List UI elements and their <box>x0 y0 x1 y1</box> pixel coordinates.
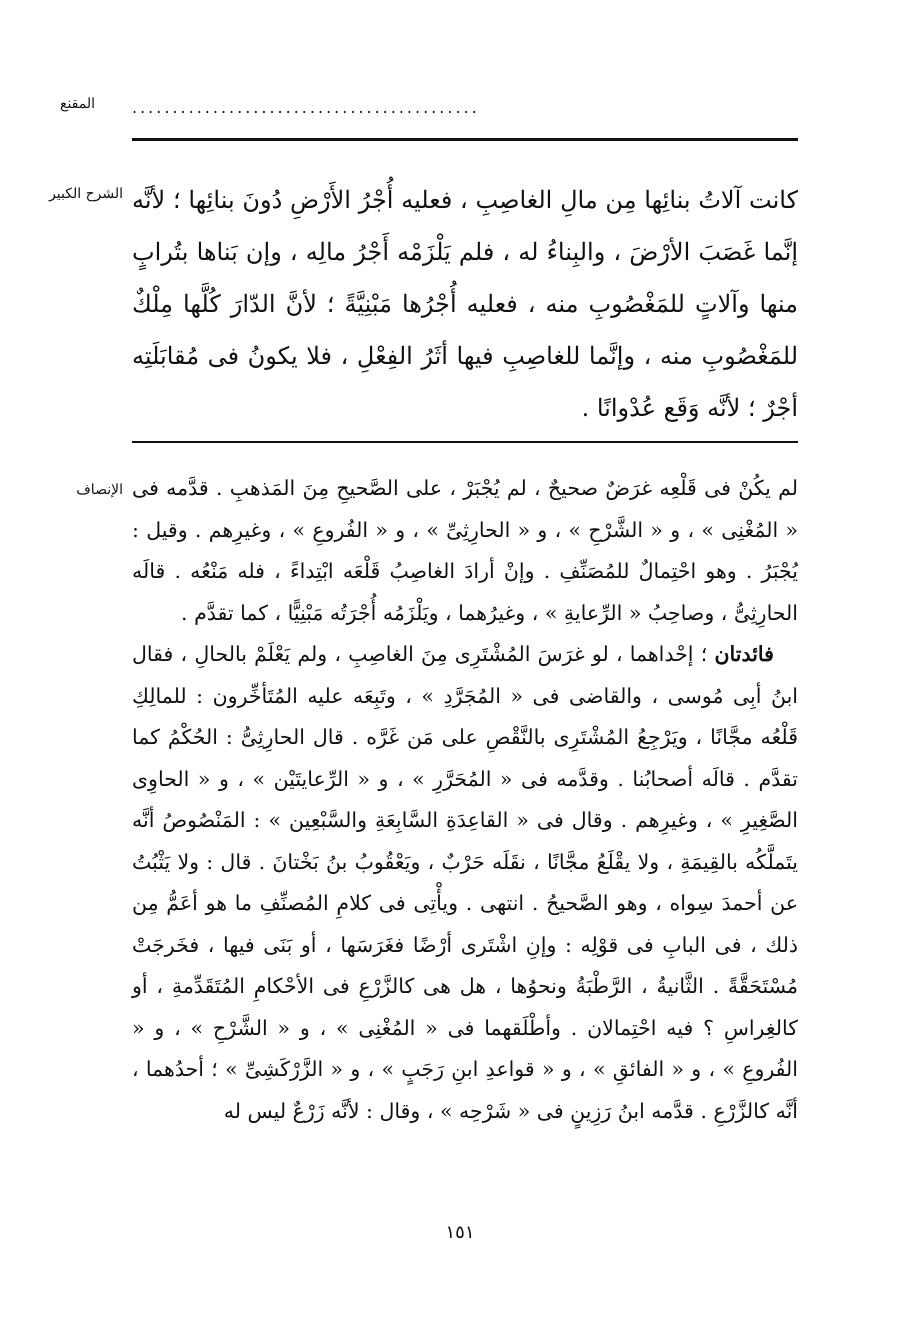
sharh-section-label: الشرح الكبير <box>49 186 123 202</box>
section-divider <box>132 441 798 443</box>
page-number: ١٥١ <box>445 1222 475 1243</box>
insaf-section-label: الإنصاف <box>76 482 123 498</box>
insaf-paragraph-2-text: ؛ إحْداهما ، لو غرَسَ المُشْتَرِى مِنَ الغاصِبِ ، ولم يَعْلَمْ بالحالِ ، فقال ابنُ أبِى مُوسى ، والقاضى فى « المُجَرَّدِ » ، وتَبِعَه عليه المُتَأخِّرون : للمالِكِ قَلْعُه مجَّانًا ، ويَرْجِعُ المُشْتَرِى بالنَّقْصِ على مَن غَرَّه . قال الحارِثِىُّ : الحُكْمُ كما تقدَّم . قالَه أصحابُنا . وقدَّمه فى « المُحَرَّرِ » ، و « الرِّعايتَيْن » ، و « الحاوِى الصَّغِيرِ » ، وغيرِهم . وقال فى « القاعِدَةِ السَّابِعَةِ والسَّبْعِين » : المَنْصُوصُ أنَّه يتَملَّكُه بالقِيمَةِ ، ولا يقْلَعُ مجَّانًا ، نقَلَه حَرْبٌ ، ويَعْقُوبُ بنُ بَخْتانَ . قال : ولا يَثْبُتُ عن أحمدَ سِواه ، وهو الصَّحيحُ . انتهى . ويأْتِى فى كلامِ المُصنِّفِ ما هو أعَمُّ مِن ذلك ، فى البابِ فى قوْلِه : وإنِ اشْتَرى أرْضًا فغَرَسَها ، أو بَنَى فيها ، فخَرجَتْ مُسْتَحَقَّةً . الثَّانيةُ ، الرَّطْبَةُ ونحوُها ، هل هى كالزَّرْعِ فى الأحْكامِ المُتَقَدِّمةِ ، أو كالغِراسِ ؟ فيه احْتِمالان . وأطْلَقهما فى « المُغْنِى » ، و « الشَّرْحِ » ، و « الفُروعِ » ، و « الفائقِ » ، و « قواعدِ ابنِ رَجَبٍ » ، و « الزَّرْكَشِىِّ » ؛ أحدُهما ، أنَّه كالزَّرْعِ . قدَّمه ابنُ رَزِينٍ فى « شَرْحِه » ، وقال : لأنَّه زَرْعٌ ليس له <box>132 642 798 1123</box>
running-header-title: المقنع <box>60 96 96 112</box>
insaf-paragraph-1: لم يكُنْ فى قَلْعِه غرَضٌ صحيحٌ ، لم يُجْبَرْ ، على الصَّحيحِ مِنَ المَذهبِ . قدَّمه فى « المُغْنِى » ، و « الشَّرْحِ » ، و « الحارِثِىِّ » ، و « الفُروعِ » ، وغيرِهم . وقيل : يُجْبَرُ . وهو احْتِمالٌ للمُصَنِّفِ . وإنْ أرادَ الغاصِبُ قَلْعَه ابْتِداءً ، فله مَنْعُه . قالَه الحارِثِىُّ ، وصاحِبُ « الرِّعايةِ » ، وغيرُهما ، ويَلْزَمُه أُجْرَتُه مَبْنِيًّا ، كما تقدَّم . <box>132 476 798 625</box>
header-dotted-leader: ........................................... <box>132 98 480 117</box>
sharh-text-block <box>132 174 798 434</box>
sharh-paragraph: كانت آلاتُ بنائِها مِن مالِ الغاصِبِ ، فعليه أُجْرُ الأَرْضِ دُونَ بنائِها ؛ لأنَّه إنَّما غَصَبَ الأرْضَ ، والبِناءُ له ، فلم يَلْزَمْه أَجْرُ مالِه ، وإن بَناها بتُرابٍ منها وآلاتٍ للمَغْصُوبِ منه ، فعليه أُجْرُها مَبْنِيَّةً ؛ لأنَّ الدّارَ كُلَّها مِلْكٌ للمَغْصُوبِ منه ، وإنَّما للغاصِبِ فيها أثَرُ الفِعْلِ ، فلا يكونُ فى مُقابَلَتِه أجْرٌ ؛ لأنَّه وَقَع عُدْوانًا . <box>132 186 798 422</box>
header-rule <box>132 138 798 141</box>
insaf-paragraph-2 <box>132 634 798 1132</box>
insaf-text-block <box>132 468 798 1132</box>
faidatan-heading: فائدتان <box>714 642 774 666</box>
